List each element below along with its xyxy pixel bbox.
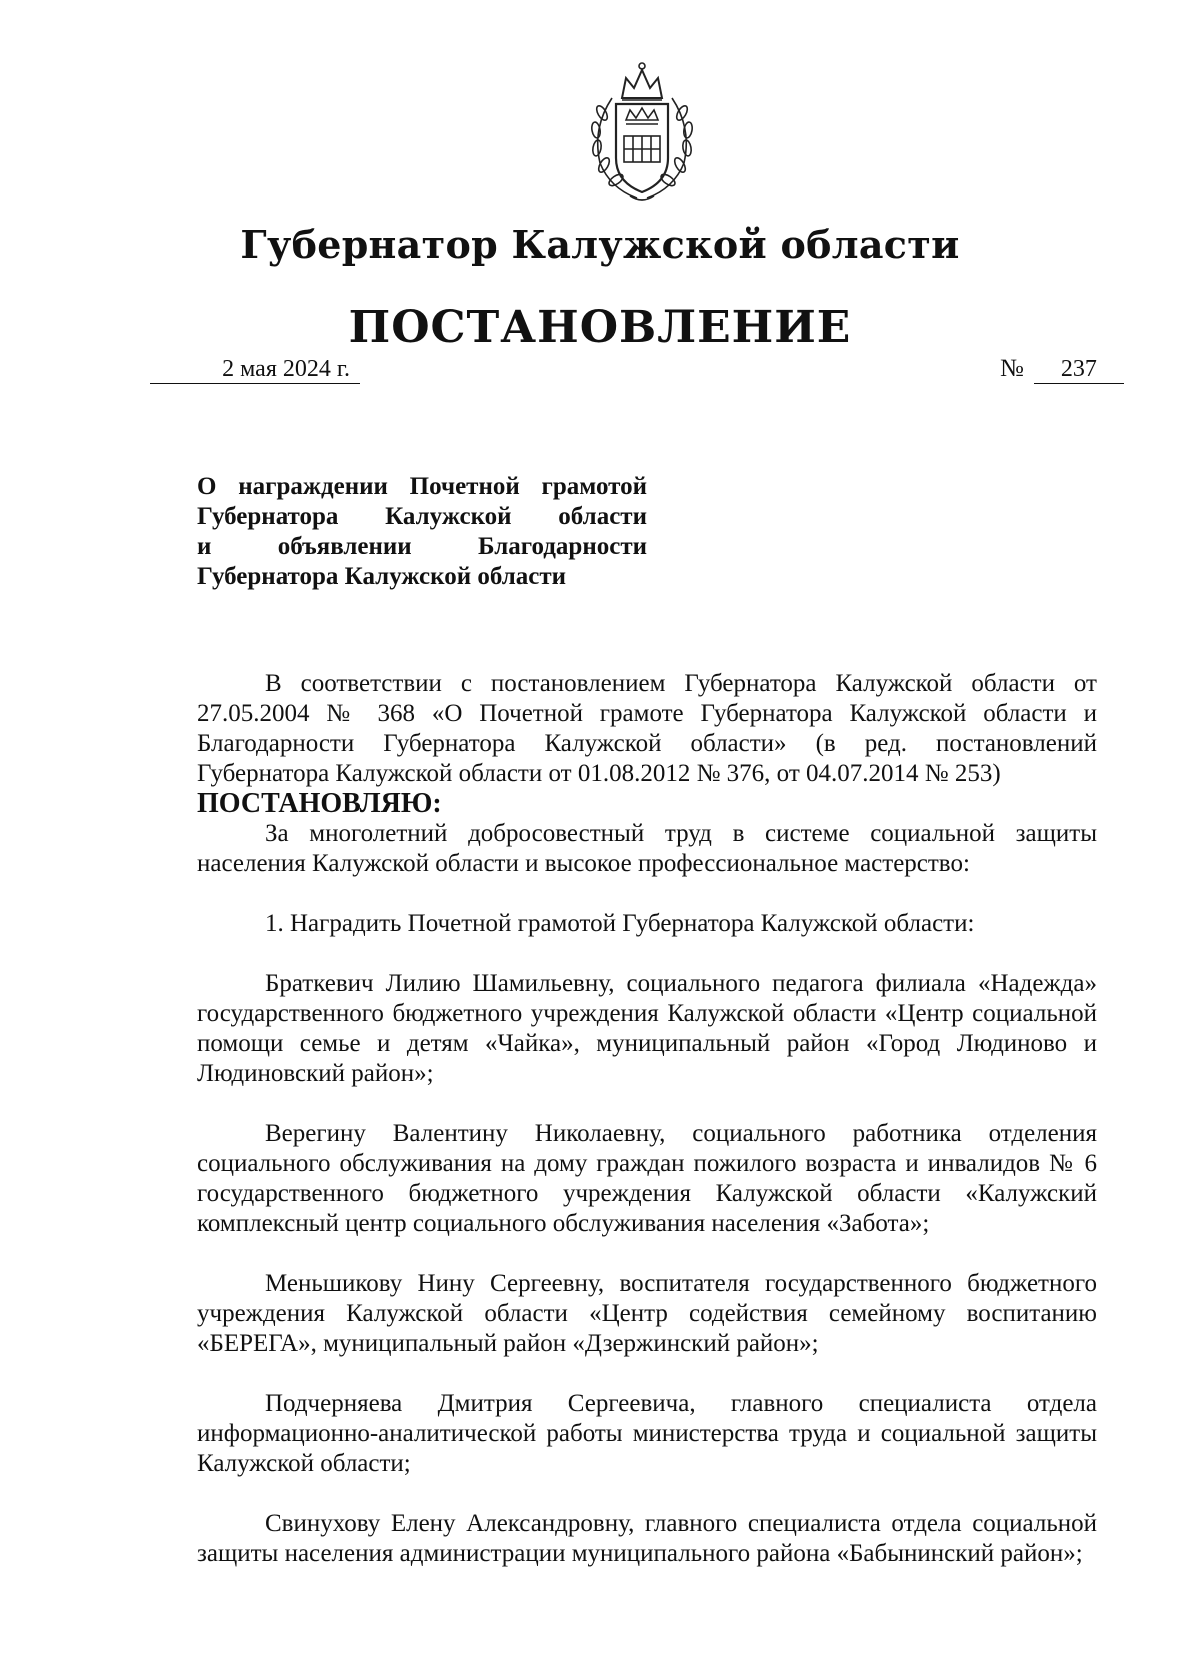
awardee-paragraph: Подчерняева Дмитрия Сергеевича, главного специалиста отдела информационно-аналитической работы министерства труда и социальной защиты Калужской области; xyxy=(197,1390,1097,1477)
number-value: 237 xyxy=(1034,355,1124,384)
subject-line: О награждении Почетной грамотой xyxy=(197,473,647,500)
awardee-paragraph: Верегину Валентину Николаевну, социального работника отделения социального обслуживания на дому граждан пожилого возраста и инвалидов № 6 государственного бюджетного учреждения Калужской области «Калужский комплексный центр социального обслуживания населения «Забота»; xyxy=(197,1120,1097,1237)
document-body xyxy=(197,669,1097,1569)
awardee-paragraph: Меньшикову Нину Сергеевну, воспитателя государственного бюджетного учреждения Калужской области «Центр содействия семейному воспитанию «БЕРЕГА», муниципальный район «Дзержинский район»; xyxy=(197,1270,1097,1357)
document-type: ПОСТАНОВЛЕНИЕ xyxy=(348,302,852,353)
item-1-paragraph: 1. Наградить Почетной грамотой Губернатора Калужской области: xyxy=(265,910,975,937)
document-number xyxy=(1000,355,1124,384)
subject-line: и объявлении Благодарности xyxy=(197,533,647,560)
document-date: 2 мая 2024 г. xyxy=(150,355,360,384)
document-subject xyxy=(197,472,647,592)
decree-heading: ПОСТАНОВЛЯЮ: xyxy=(197,788,442,819)
subject-line: Губернатора Калужской области xyxy=(197,503,647,530)
issuing-authority: Губернатор Калужской области xyxy=(240,222,960,267)
preamble-paragraph: В соответствии с постановлением Губернатора Калужской области от 27.05.2004 № 368 «О Почетной грамоте Губернатора Калужской области и Благодарности Губернатора Калужской области» (в ред. постановлений Губернатора Калужской области от 01.08.2012 № 376, от 04.07.2014 № 253) xyxy=(197,670,1097,787)
basis-paragraph: За многолетний добросовестный труд в системе социальной защиты населения Калужской области и высокое профессиональное мастерство: xyxy=(197,820,1097,877)
awardee-paragraph: Браткевич Лилию Шамильевну, социального педагога филиала «Надежда» государственного бюджетного учреждения Калужской области «Центр социальной помощи семье и детям «Чайка», муниципальный район «Город Людиново и Людиновский район»; xyxy=(197,970,1097,1087)
awardee-paragraph: Свинухову Елену Александровну, главного специалиста отдела социальной защиты населения администрации муниципального района «Бабынинский район»; xyxy=(197,1510,1097,1567)
number-label: № xyxy=(1000,355,1024,382)
subject-line: Губернатора Калужской области xyxy=(197,563,567,590)
coat-of-arms-icon xyxy=(582,58,702,206)
